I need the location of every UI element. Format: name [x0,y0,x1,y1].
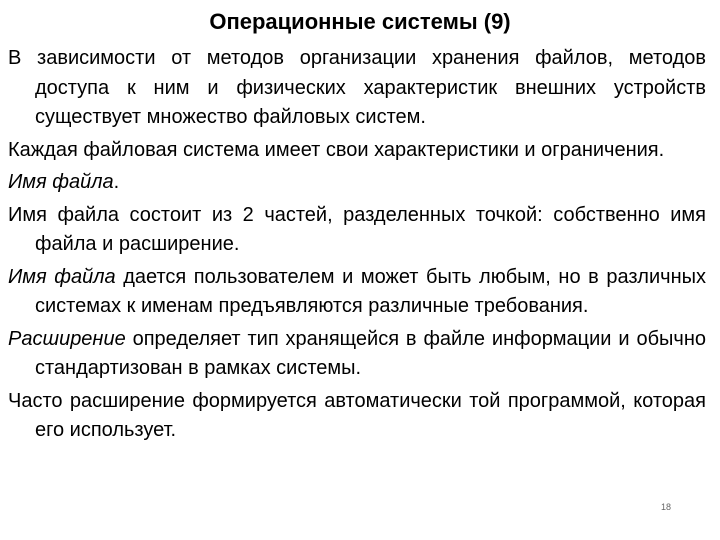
paragraph-characteristics [8,136,706,166]
paragraph-text: В зависимости от методов организации хранения файлов, методов доступа к ним и физических характеристик внешних устройств существует множество файловых систем. [8,47,706,128]
term-filename: Имя файла [8,171,114,193]
term-extension: Расширение [8,327,126,350]
paragraph-text: Каждая файловая система имеет свои характеристики и ограничения. [8,138,665,161]
paragraph-filename-heading [8,168,706,198]
paragraph-extension-auto [8,387,706,446]
paragraph-text: определяет тип хранящейся в файле информации и обычно стандартизован в рамках системы. [35,327,706,379]
paragraph-extension [8,325,706,384]
paragraph-text: дается пользователем и может быть любым, но в различных системах к именам предъявляются различные требования. [35,265,706,317]
paragraph-text: Часто расширение формируется автоматически той программой, которая его использует. [8,389,706,441]
slide-body [8,44,706,446]
paragraph-filename-user [8,263,706,322]
paragraph-text: Имя файла состоит из 2 частей, разделенных точкой: собственно имя файла и расширение. [8,203,706,255]
slide-title: Операционные системы (9) [209,9,511,34]
term-filename: Имя файла [8,265,116,288]
paragraph-file-systems [8,44,706,133]
paragraph-text: . [113,171,120,193]
page-number: 18 [661,502,672,512]
paragraph-filename-parts [8,201,706,260]
